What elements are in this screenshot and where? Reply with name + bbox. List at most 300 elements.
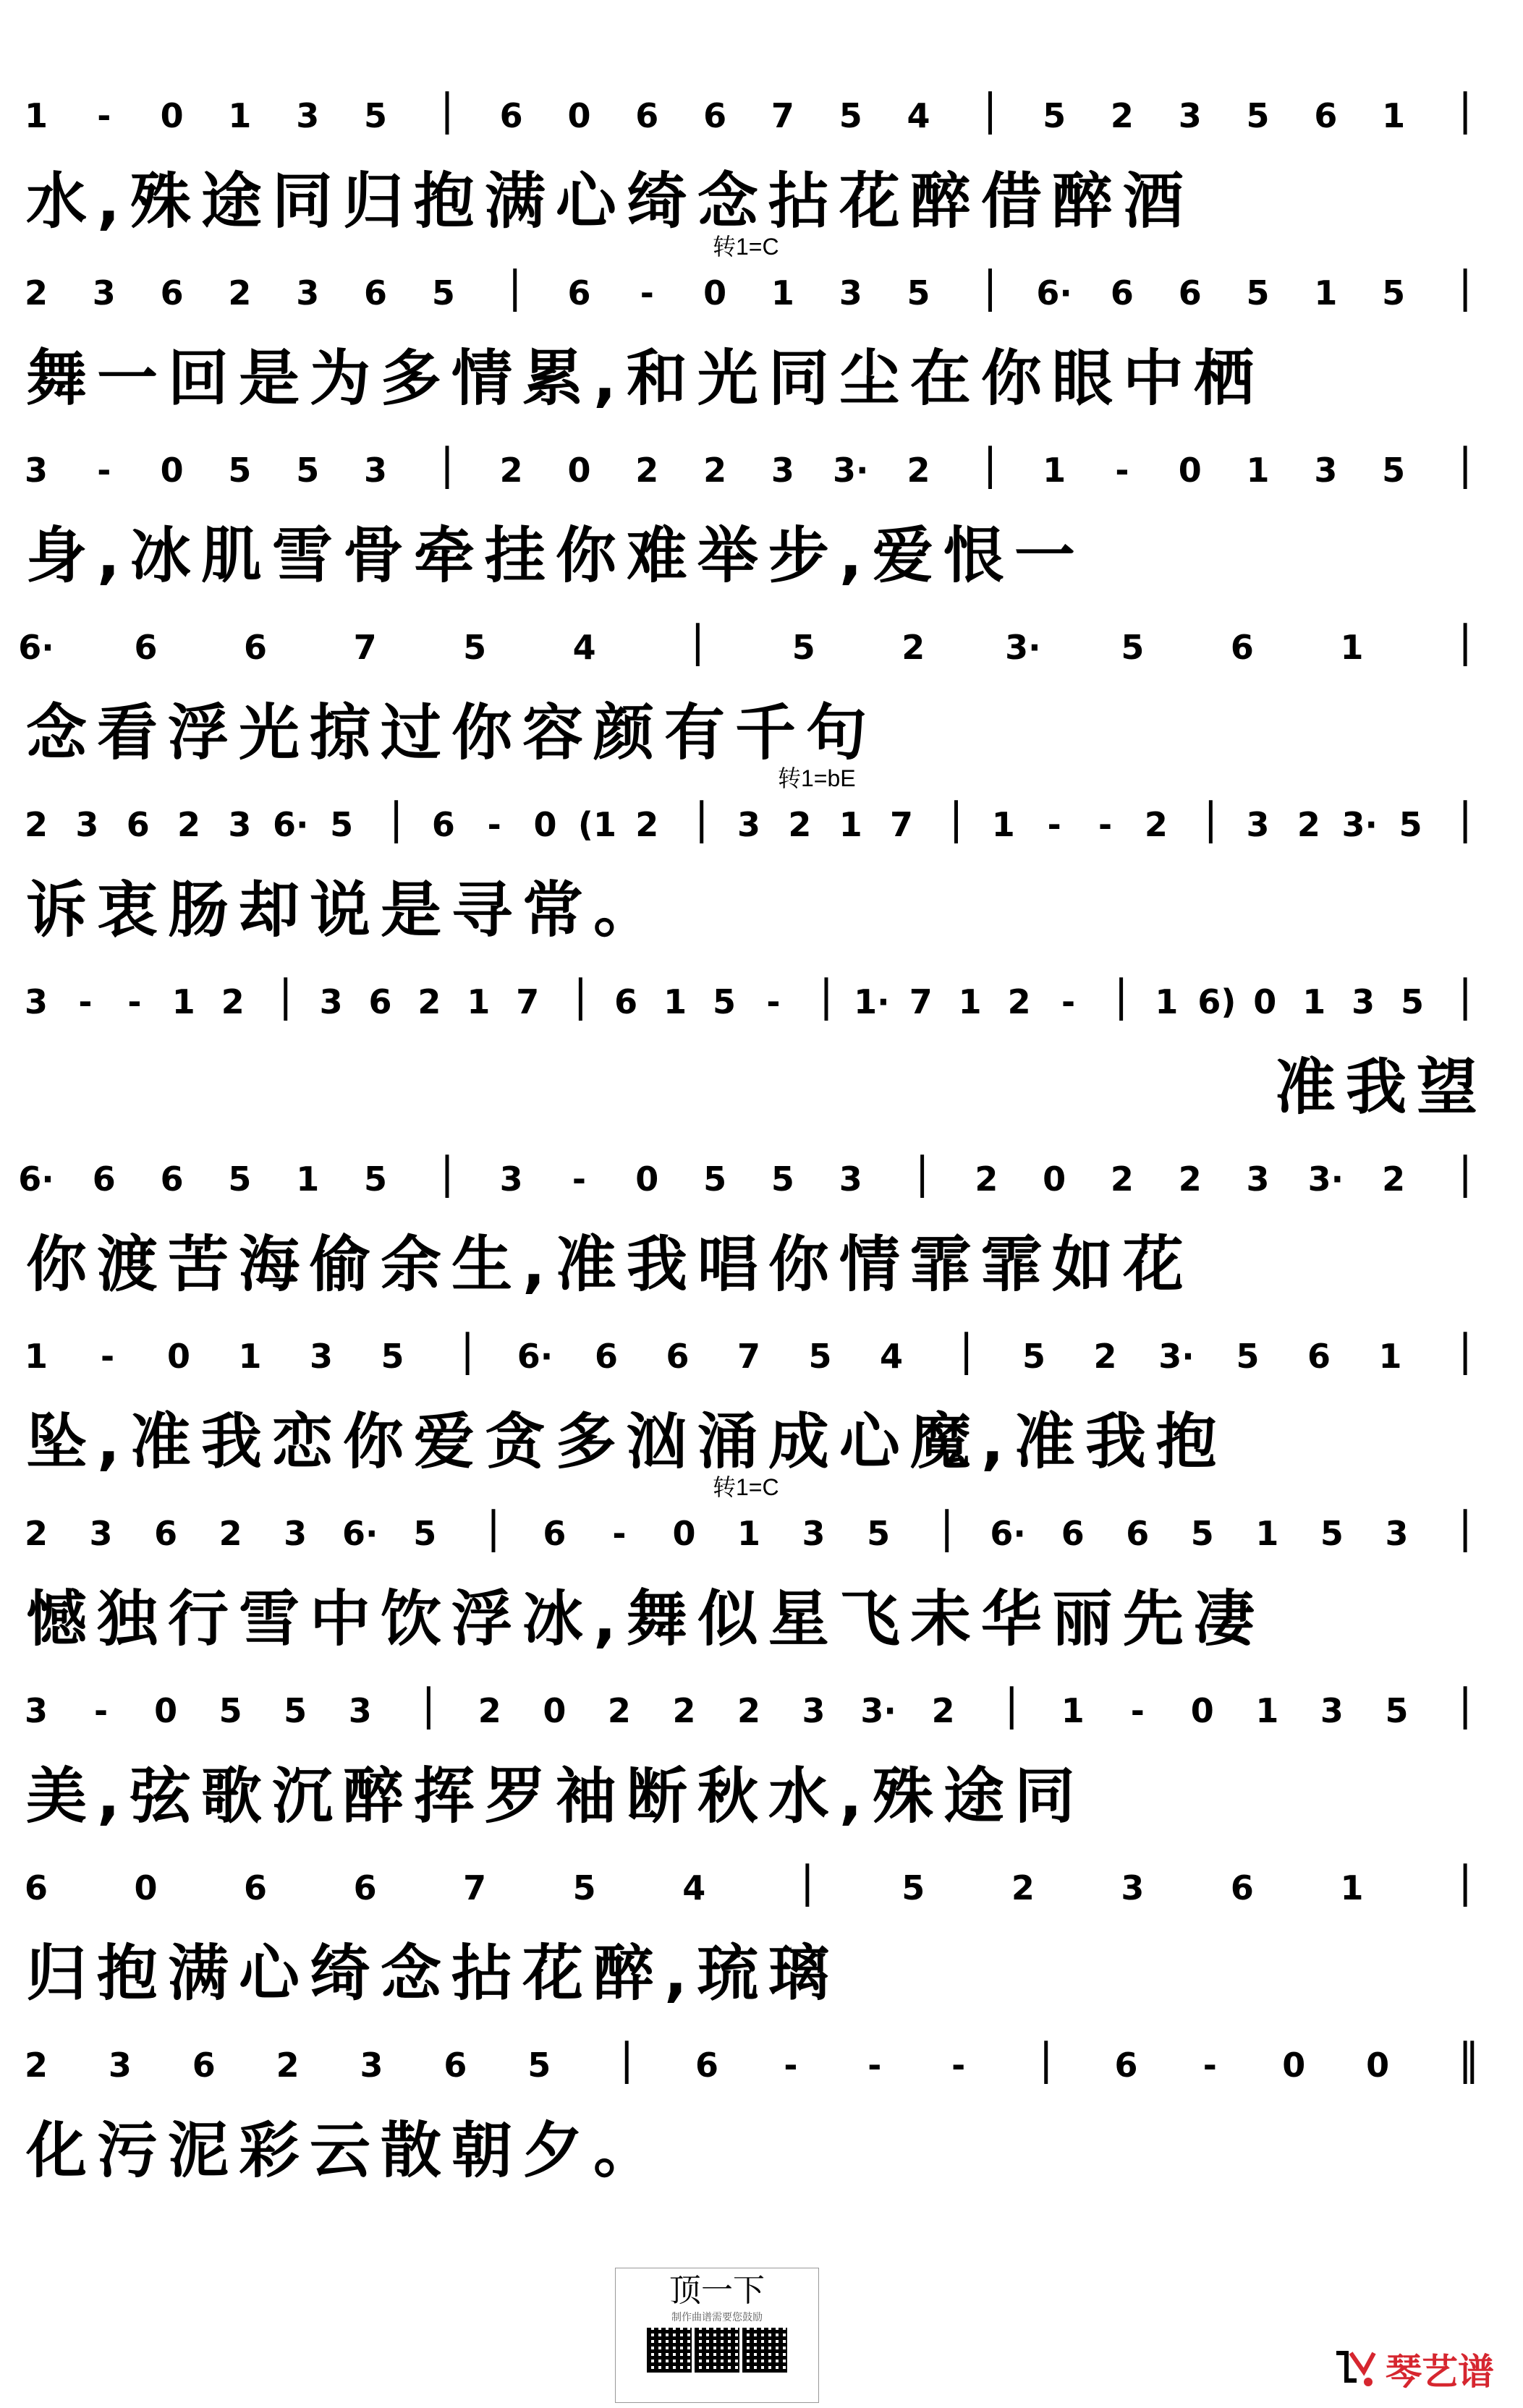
note: 3: [839, 273, 862, 312]
note: 0: [134, 1868, 158, 1907]
barline: |: [983, 439, 998, 490]
note: 3: [737, 805, 760, 844]
note: -: [1202, 2046, 1217, 2085]
barline: |: [1203, 794, 1218, 844]
note: 0: [154, 1691, 178, 1730]
note: 1: [958, 982, 982, 1021]
note: 2: [417, 982, 441, 1021]
note: 0: [567, 96, 591, 135]
notation-line: [26, 1682, 1488, 1761]
note: 6: [635, 96, 659, 135]
score-system: [0, 765, 1523, 977]
note: 3: [802, 1514, 826, 1553]
qr-code-icon: [695, 2328, 739, 2373]
note: 5: [364, 1160, 388, 1199]
qr-codes: [616, 2328, 818, 2373]
score-system: [0, 618, 1523, 799]
note: 2: [1093, 1337, 1117, 1376]
note: 7: [463, 1868, 487, 1907]
note: -: [766, 982, 781, 1021]
lyrics-line: 准我望: [1274, 1052, 1488, 1123]
note: 3: [1178, 96, 1202, 135]
note: 0: [635, 1160, 659, 1199]
note: -: [951, 2046, 966, 2085]
notation-line: [26, 441, 1488, 521]
lyrics-line: 舞一回是为多情累,和光同尘在你眼中栖: [26, 343, 1265, 414]
note: 1: [24, 1337, 48, 1376]
barline: |: [690, 616, 705, 667]
note: 6: [92, 1160, 116, 1199]
qr-title: 顶一下: [669, 2272, 765, 2309]
note: 6: [703, 96, 727, 135]
note: 6: [567, 273, 591, 312]
barline: |: [439, 439, 455, 490]
lyrics-line: 归抱满心绮念拈花醉,琉璃: [26, 1938, 839, 2009]
note: 5: [572, 1868, 596, 1907]
note: 1: [1382, 96, 1406, 135]
notation-line: [18, 1148, 1488, 1230]
note: 5: [839, 96, 862, 135]
note: 5: [296, 451, 320, 490]
note: 0: [672, 1514, 696, 1553]
note: 5: [1022, 1337, 1045, 1376]
barline: |: [915, 1148, 930, 1199]
barline: |: [1458, 616, 1473, 667]
note: 7: [737, 1337, 760, 1376]
note: 3: [89, 1514, 113, 1553]
note: 0: [703, 273, 727, 312]
note: 6: [1061, 1514, 1085, 1553]
brand-name: 琴艺谱: [1386, 2351, 1494, 2393]
note: 1: [1043, 451, 1066, 490]
note: 5: [463, 628, 487, 667]
note: 3: [92, 273, 116, 312]
note: 3: [1320, 1691, 1344, 1730]
brand-logo-icon: [1332, 2346, 1378, 2392]
note: 5: [792, 628, 815, 667]
note: 6: [431, 805, 455, 844]
note: 0: [1366, 2046, 1390, 2085]
note: -: [784, 2046, 798, 2085]
note: (1: [577, 805, 616, 844]
notation-line: [18, 616, 1488, 698]
note: 6: [1114, 2046, 1138, 2085]
note: 1: [1255, 1514, 1279, 1553]
score-system: [0, 1859, 1523, 2040]
note: 2: [24, 273, 48, 312]
note: 6: [244, 628, 268, 667]
note: 4: [572, 628, 596, 667]
note: 3·: [1158, 1337, 1195, 1376]
note: 0: [1253, 982, 1277, 1021]
note: 3·: [860, 1691, 896, 1730]
note: 1: [171, 982, 195, 1021]
note: 3: [499, 1160, 523, 1199]
note: 6: [1178, 273, 1202, 312]
note: 1: [1340, 1868, 1364, 1907]
note: 6: [24, 1868, 48, 1907]
note: 2: [1382, 1160, 1406, 1199]
note: 3: [1121, 1868, 1145, 1907]
lyrics-line: 念看浮光掠过你容颜有千句: [26, 697, 878, 768]
note: 1: [238, 1337, 262, 1376]
note: 4: [879, 1337, 903, 1376]
note: 2: [635, 451, 659, 490]
barline: |: [278, 971, 293, 1021]
note: 1: [1340, 628, 1364, 667]
note: 2: [788, 805, 812, 844]
note: 2: [228, 273, 252, 312]
note: 0: [543, 1691, 567, 1730]
barline: |: [439, 85, 455, 135]
note: 6: [134, 628, 158, 667]
score-system: [0, 234, 1523, 445]
note: 5: [1246, 273, 1270, 312]
note: -: [100, 1337, 115, 1376]
note: 6·: [990, 1514, 1026, 1553]
note: 6: [1230, 1868, 1254, 1907]
score-system: [0, 973, 1523, 1154]
qr-code-icon: [742, 2328, 787, 2373]
note: 1: [1378, 1337, 1402, 1376]
note: 0: [1043, 1160, 1066, 1199]
note: 2: [1178, 1160, 1202, 1199]
note: 0: [1178, 451, 1202, 490]
barline: |: [949, 794, 964, 844]
note: 2: [24, 805, 48, 844]
lyrics-line: 坠,准我恋你爱贪多汹涌成心魔,准我抱: [26, 1406, 1227, 1477]
note: 3: [839, 1160, 862, 1199]
note: 2: [478, 1691, 501, 1730]
note: 2: [703, 451, 727, 490]
note: 3: [309, 1337, 333, 1376]
note: 5: [1320, 1514, 1344, 1553]
note: 7: [353, 628, 377, 667]
lyrics-line: 美,弦歌沉醉挥罗袖断秋水,殊途同: [26, 1761, 1085, 1831]
note: 2: [499, 451, 523, 490]
note: -: [97, 96, 111, 135]
barline: |: [1458, 794, 1473, 844]
note: 5: [431, 273, 455, 312]
note: 1: [228, 96, 252, 135]
barline: |: [1038, 2034, 1053, 2085]
note: 2: [975, 1160, 998, 1199]
qr-card[interactable]: [615, 2268, 819, 2403]
notation-line: [26, 796, 1488, 875]
note: 5: [1121, 628, 1145, 667]
note: 5: [1236, 1337, 1260, 1376]
note: 5: [1382, 273, 1406, 312]
note: 5: [330, 805, 354, 844]
note: 6·: [517, 1337, 553, 1376]
note: 5: [1043, 96, 1066, 135]
note: 5: [364, 96, 388, 135]
barline: |: [421, 1680, 436, 1730]
note: 1: [737, 1514, 760, 1553]
barline: |: [1113, 971, 1129, 1021]
note: 1: [991, 805, 1015, 844]
note: 3: [228, 805, 252, 844]
note: -: [1115, 451, 1129, 490]
note: 1: [1246, 451, 1270, 490]
notation-line: [26, 264, 1488, 344]
note: 0: [1190, 1691, 1214, 1730]
barline: |: [939, 1502, 954, 1553]
note: 6: [1230, 628, 1254, 667]
barline: |: [1458, 971, 1473, 1021]
note: 2: [219, 1514, 242, 1553]
note: -: [572, 1160, 587, 1199]
note: 3: [348, 1691, 372, 1730]
note: 6: [614, 982, 638, 1021]
note: 6: [126, 805, 150, 844]
note: 6: [444, 2046, 467, 2085]
note: -: [640, 273, 654, 312]
note: 2: [907, 451, 930, 490]
note: 2: [177, 805, 201, 844]
note: 6·: [18, 628, 54, 667]
note: 5: [1385, 1691, 1409, 1730]
lyrics-line: 身,冰肌雪骨牵挂你难举步,爱恨一: [26, 520, 1085, 591]
note: 5: [1399, 805, 1422, 844]
barline: |: [573, 971, 588, 1021]
note: 0: [567, 451, 591, 490]
barline: |: [1458, 1680, 1473, 1730]
barline: |: [1458, 1148, 1473, 1199]
footer: [0, 2242, 1523, 2408]
note: 5: [228, 1160, 252, 1199]
note: 6: [1126, 1514, 1150, 1553]
brand[interactable]: [1332, 2344, 1494, 2394]
barline: |: [619, 2034, 635, 2085]
note: 1: [1061, 1691, 1085, 1730]
note: 5: [713, 982, 737, 1021]
lyrics-line: 憾独行雪中饮浮冰,舞似星飞未华丽先凄: [26, 1583, 1265, 1654]
note: 5: [1190, 1514, 1214, 1553]
notation-line: [24, 1502, 1488, 1584]
note: 6: [543, 1514, 567, 1553]
note: 6: [1314, 96, 1338, 135]
note: 3·: [1341, 805, 1378, 844]
lyrics-line: 你渡苦海偷余生,准我唱你情霏霏如花: [26, 1229, 1194, 1300]
note: 0: [166, 1337, 190, 1376]
note: 0: [533, 805, 557, 844]
note: 3: [24, 982, 48, 1021]
note: -: [78, 982, 93, 1021]
lyrics-line: 诉衷肠却说是寻常。: [26, 875, 665, 945]
note: 3: [1385, 1514, 1409, 1553]
note: 2: [672, 1691, 696, 1730]
note: 6: [1110, 273, 1134, 312]
note: 1·: [854, 982, 890, 1021]
barline: |: [507, 262, 522, 312]
note: -: [93, 1691, 109, 1730]
note: 3: [24, 1691, 48, 1730]
note: 3: [802, 1691, 826, 1730]
note: 5: [902, 1868, 925, 1907]
note: -: [867, 2046, 882, 2085]
note: 5: [703, 1160, 727, 1199]
note: 7: [909, 982, 933, 1021]
note: 5: [1401, 982, 1425, 1021]
note: 5: [1246, 96, 1270, 135]
note: 3: [1246, 805, 1270, 844]
qr-code-icon: [647, 2328, 692, 2373]
barline: |: [1458, 85, 1473, 135]
note: 7: [890, 805, 914, 844]
note: 3: [1352, 982, 1375, 1021]
note: 5: [284, 1691, 307, 1730]
note: 3: [296, 273, 320, 312]
note: -: [1047, 805, 1061, 844]
barline: |: [1458, 1502, 1473, 1553]
barline: |: [1004, 1680, 1019, 1730]
note: 6: [154, 1514, 178, 1553]
barline: |: [1458, 262, 1473, 312]
note: 6: [666, 1337, 690, 1376]
note: 5: [1382, 451, 1406, 490]
barline: |: [460, 1325, 475, 1376]
note: 1: [1302, 982, 1326, 1021]
note: 4: [907, 96, 930, 135]
note: 1: [839, 805, 862, 844]
note: 2: [1011, 1868, 1035, 1907]
barline: |: [694, 794, 709, 844]
notation-line: [26, 1859, 1488, 1939]
note: 2: [276, 2046, 300, 2085]
note: 3: [1314, 451, 1338, 490]
note: -: [97, 451, 111, 490]
note: 6: [192, 2046, 216, 2085]
note: 2: [24, 1514, 48, 1553]
note: 3: [75, 805, 99, 844]
note: 1: [771, 273, 794, 312]
notation-line: [26, 973, 1488, 1052]
note: 6·: [18, 1160, 54, 1199]
notation-line: [26, 2036, 1488, 2116]
note: 5: [771, 1160, 794, 1199]
score-system: [0, 1682, 1523, 1863]
note: 3: [364, 451, 388, 490]
note: 3: [296, 96, 320, 135]
barline: |: [983, 85, 998, 135]
score-system: [0, 2036, 1523, 2217]
note: 1: [24, 96, 48, 135]
score-system: [0, 1474, 1523, 1685]
note: 6·: [273, 805, 309, 844]
barline: ‖: [1458, 2034, 1480, 2085]
note: 2: [931, 1691, 955, 1730]
note: 6·: [1036, 273, 1072, 312]
barline: |: [818, 971, 834, 1021]
barline: |: [1458, 1325, 1473, 1376]
note: 2: [1110, 1160, 1134, 1199]
note: 6: [364, 273, 388, 312]
note: 4: [682, 1868, 706, 1907]
note: 2: [1110, 96, 1134, 135]
note: 3: [284, 1514, 307, 1553]
barline: |: [439, 1148, 455, 1199]
note: 7: [516, 982, 540, 1021]
note: 6: [368, 982, 392, 1021]
note: 3: [771, 451, 794, 490]
note: 6: [160, 273, 184, 312]
barline: |: [389, 794, 404, 844]
note: 3·: [1005, 628, 1041, 667]
note: 5: [867, 1514, 891, 1553]
note: 2: [607, 1691, 631, 1730]
note: 3: [360, 2046, 383, 2085]
note: 2: [221, 982, 245, 1021]
note: 5: [413, 1514, 437, 1553]
notation-line: [26, 87, 1488, 166]
note: 2: [1297, 805, 1320, 844]
note: 6): [1197, 982, 1236, 1021]
note: 2: [902, 628, 925, 667]
note: 2: [635, 805, 659, 844]
note: 3: [1246, 1160, 1270, 1199]
note: -: [1130, 1691, 1145, 1730]
key-change-marking: 转1=bE: [778, 765, 856, 791]
note: 5: [808, 1337, 832, 1376]
note: 3: [319, 982, 343, 1021]
note: 0: [160, 96, 184, 135]
note: 3·: [832, 451, 869, 490]
barline: |: [485, 1502, 501, 1553]
note: 6: [160, 1160, 184, 1199]
lyrics-line: 化污泥彩云散朝夕。: [26, 2115, 665, 2186]
note: 6: [353, 1868, 377, 1907]
note: 0: [160, 451, 184, 490]
note: 6: [594, 1337, 618, 1376]
note: 7: [771, 96, 794, 135]
note: 1: [296, 1160, 320, 1199]
note: -: [612, 1514, 627, 1553]
note: -: [487, 805, 501, 844]
note: 0: [1282, 2046, 1306, 2085]
lyrics-line: 水,殊途同归抱满心绮念拈花醉借醉酒: [26, 166, 1194, 237]
note: 6: [695, 2046, 719, 2085]
score-system: [0, 441, 1523, 622]
notation-line: [26, 1327, 1488, 1407]
note: 5: [228, 451, 252, 490]
score-system: [0, 1150, 1523, 1331]
barline: |: [983, 262, 998, 312]
barline: |: [1458, 1857, 1473, 1907]
barline: |: [799, 1857, 815, 1907]
note: 6: [499, 96, 523, 135]
note: 1: [1314, 273, 1338, 312]
note: -: [127, 982, 142, 1021]
note: 3: [108, 2046, 132, 2085]
note: 6: [1307, 1337, 1331, 1376]
key-change-marking: 转1=C: [713, 1474, 779, 1500]
note: 1: [1255, 1691, 1279, 1730]
note: 3·: [1307, 1160, 1344, 1199]
qr-subtitle: 制作曲谱需要您鼓励: [671, 2311, 763, 2323]
note: 1: [467, 982, 491, 1021]
note: 2: [1007, 982, 1031, 1021]
key-change-marking: 转1=C: [713, 234, 779, 260]
note: 3: [24, 451, 48, 490]
barline: |: [959, 1325, 974, 1376]
note: 1: [663, 982, 687, 1021]
note: -: [1098, 805, 1113, 844]
note: -: [1061, 982, 1076, 1021]
note: 5: [907, 273, 930, 312]
note: 6·: [341, 1514, 378, 1553]
note: 5: [381, 1337, 404, 1376]
